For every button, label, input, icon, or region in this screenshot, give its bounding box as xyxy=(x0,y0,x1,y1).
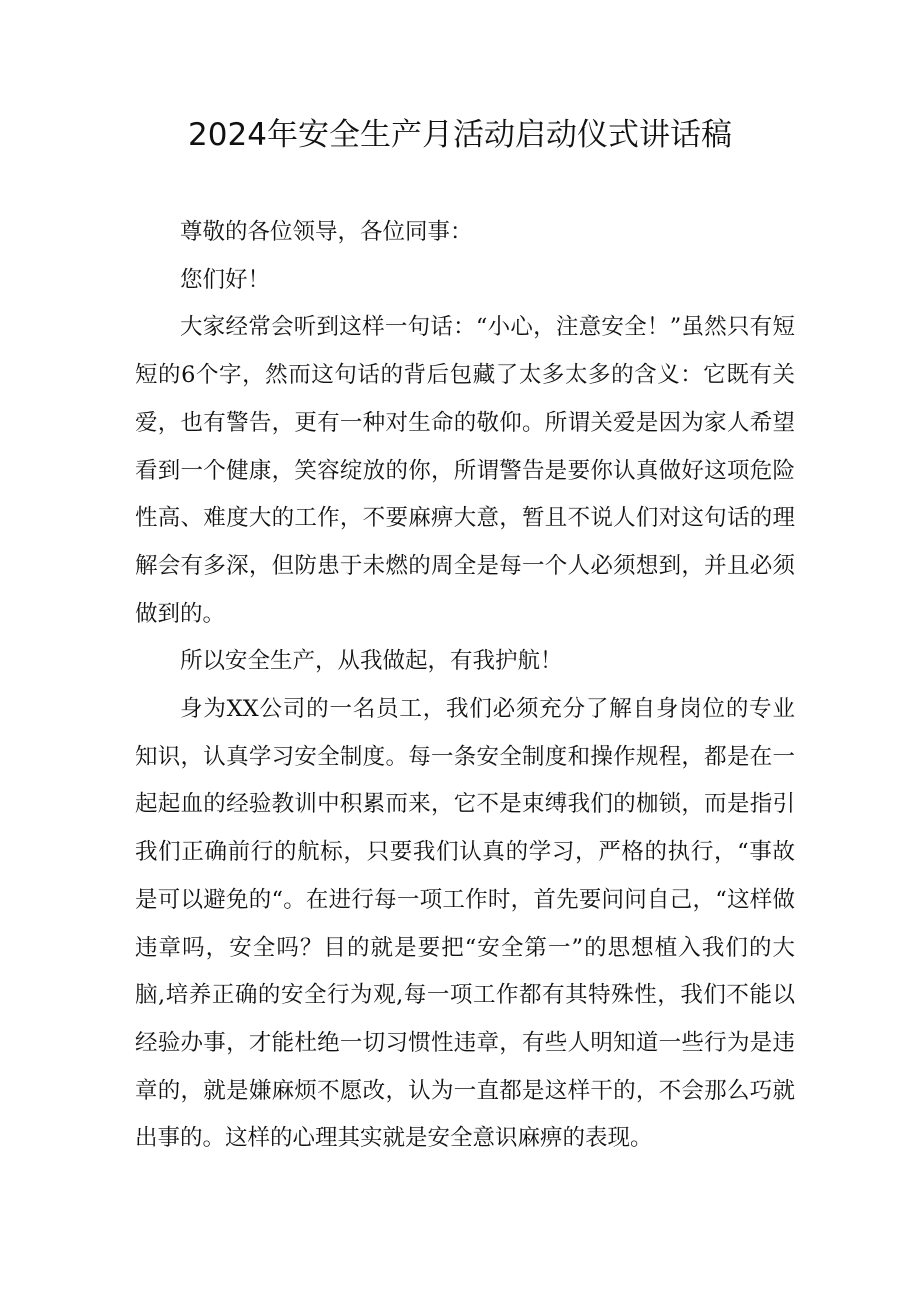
document-title: 2024年安全生产月活动启动仪式讲话稿 xyxy=(188,117,732,153)
paragraph-safety-meaning: 大家经常会听到这样一句话：“小心，注意安全！”虽然只有短短的6个字，然而这句话的背后包藏了太多太多的含义：它既有关爱，也有警告，更有一种对生命的敬仰。所谓关爱是因为家人希望看到一个健康，笑容绽放的你，所谓警告是要你认真做好这项危险性高、难度大的工作，不要麻痹大意，暂且不说人们对这句话的理解会有多深，但防患于未燃的周全是每一个人必须想到，并且必须做到的。 xyxy=(135,314,795,627)
paragraph-salutation: 尊敬的各位领导，各位同事： xyxy=(180,219,473,245)
paragraph-greeting: 您们好！ xyxy=(180,266,271,293)
paragraph-slogan: 所以安全生产，从我做起，有我护航！ xyxy=(180,648,563,675)
document-body xyxy=(135,209,795,1163)
paragraph-employee-duty: 身为XX公司的一名员工，我们必须充分了解自身岗位的专业知识，认真学习安全制度。每一条安全制度和操作规程，都是在一起起血的经验教训中积累而来，它不是束缚我们的枷锁，而是指引我们正确前行的航标，只要我们认真的学习，严格的执行，“事故是可以避免的“。在进行每一项工作时，首先要问问自己，“这样做违章吗，安全吗？目的就是要把“安全第一”的思想植入我们的大脑,培养正确的安全行为观,每一项工作都有其特殊性，我们不能以经验办事，才能杜绝一切习惯性违章，有些人明知道一些行为是违章的，就是嫌麻烦不愿改，认为一直都是这样干的，不会那么巧就出事的。这样的心理其实就是安全意识麻痹的表现。 xyxy=(135,696,795,1152)
